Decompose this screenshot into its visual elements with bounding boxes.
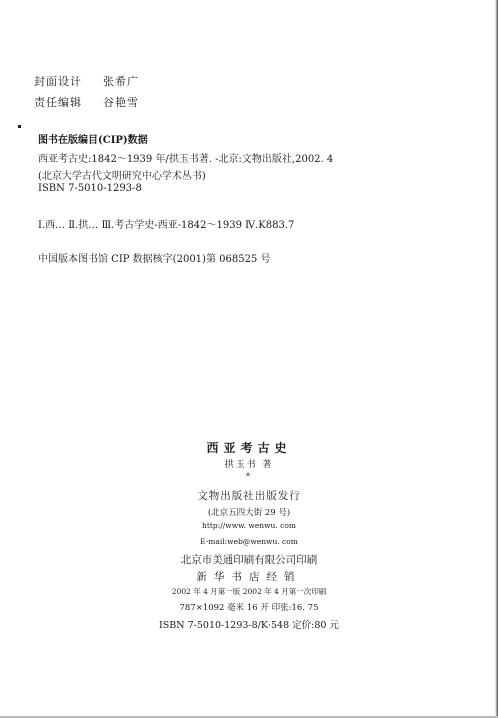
cip-line-2: (北京大学古代文明研究中心学术丛书) [38,171,206,182]
publisher: 文物出版社出版发行 [197,490,301,502]
publisher-email: E-mail:web@wenwu. com [200,537,298,546]
format-spec: 787×1092 毫米 16 开 印张:16. 75 [179,603,319,613]
cover-design-name: 张希广 [103,75,139,88]
cip-subjects: Ⅰ.西… Ⅱ.拱… Ⅲ.考古学史-西亚-1842～1939 Ⅳ.K883.7 [38,220,295,231]
speck-mark [18,125,21,128]
distributor: 新华书店经销 [196,571,302,583]
cover-design-label: 封面设计 [34,75,82,88]
book-author: 拱玉书 著 [224,460,274,470]
cip-number: 中国版本图书馆 CIP 数据核字(2001)第 068525 号 [38,254,271,265]
cip-heading: 图书在版编目(CIP)数据 [38,135,148,146]
edition-info: 2002 年 4 月第一版 2002 年 4 月第一次印刷 [171,587,327,596]
cip-isbn: ISBN 7-5010-1293-8 [38,183,142,194]
cip-line-1: 西亚考古史:1842～1939 年/拱玉书著. -北京:文物出版社,2002. 4 [38,154,334,165]
printer: 北京市美通印刷有限公司印刷 [180,554,318,566]
isbn-price: ISBN 7-5010-1293-8/K·548 定价:80 元 [159,620,339,631]
editor-label: 责任编辑 [34,96,82,109]
book-title: 西亚考古史 [206,441,292,455]
publisher-address: (北京五四大街 29 号) [207,508,291,518]
publisher-website: http://www. wenwu. com [202,521,296,530]
separator-star: * [246,472,252,481]
editor-name: 谷艳雪 [103,96,139,109]
